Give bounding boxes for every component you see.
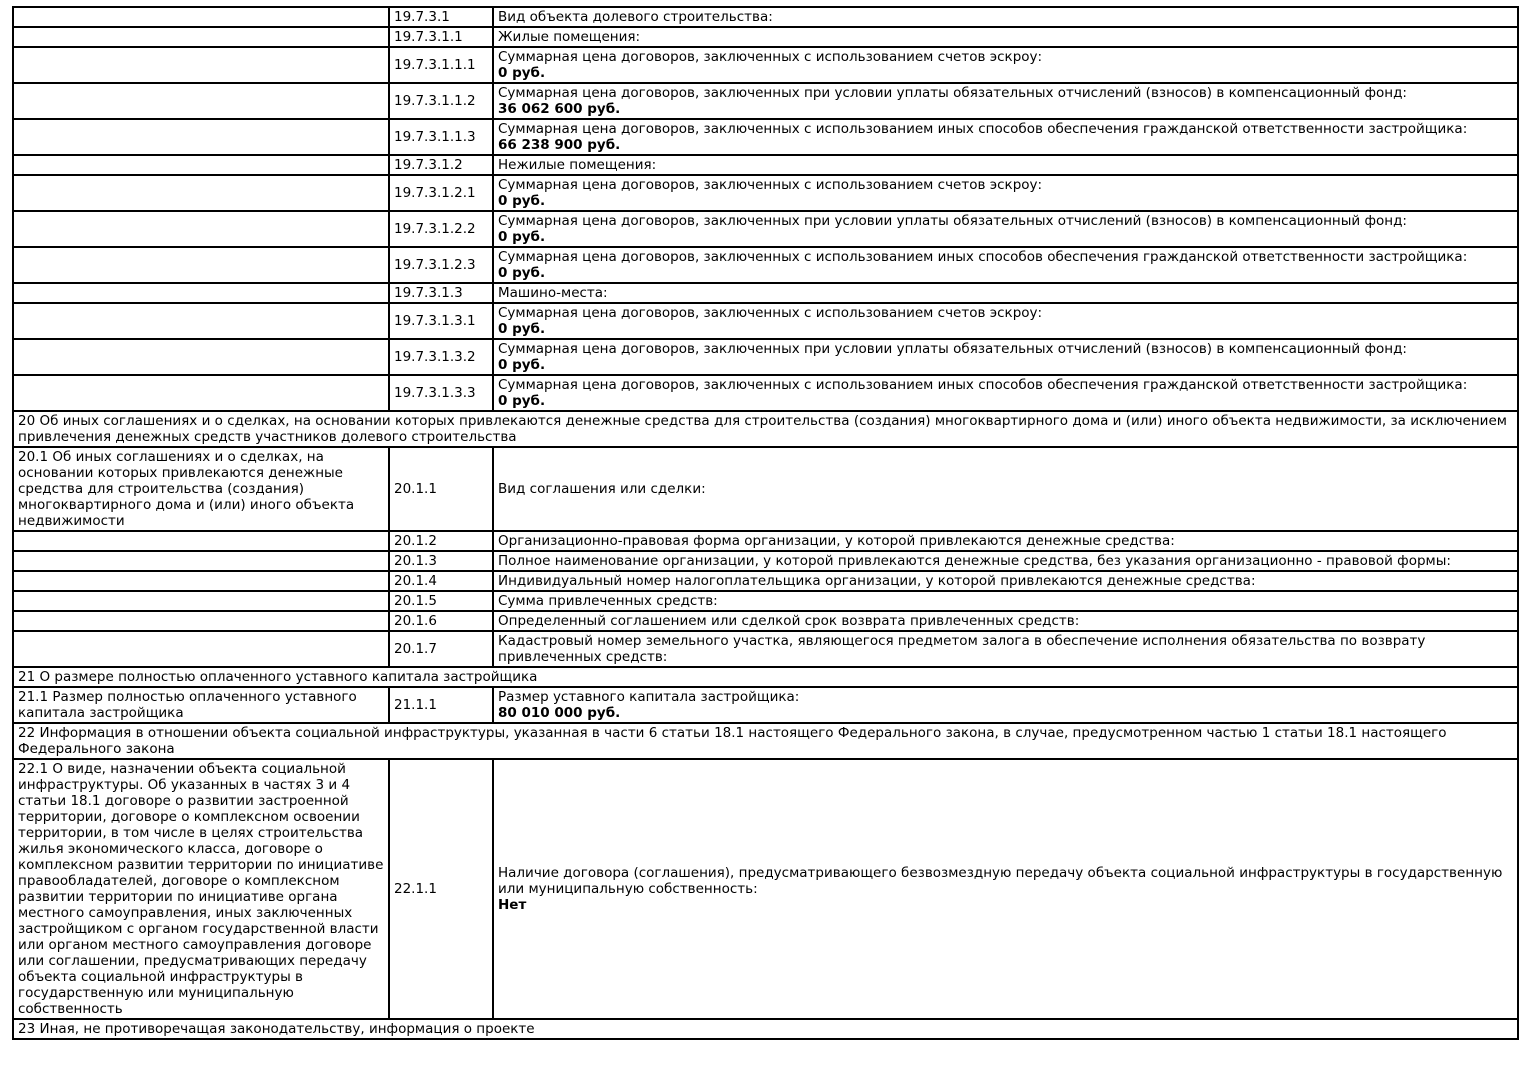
row-description-cell — [13, 303, 389, 339]
row-content-cell — [493, 759, 1518, 1019]
section-header-row — [13, 667, 1518, 687]
row-description-cell — [13, 47, 389, 83]
row-description-cell — [13, 551, 389, 571]
field-label: Сумма привлеченных средств: — [498, 593, 718, 609]
table-row — [13, 591, 1518, 611]
row-code-cell: 20.1.6 — [389, 611, 493, 631]
row-description-cell — [13, 247, 389, 283]
row-code-cell: 20.1.3 — [389, 551, 493, 571]
row-content-cell — [493, 339, 1518, 375]
field-value: 36 062 600 руб. — [498, 101, 621, 117]
row-content-cell — [493, 27, 1518, 47]
row-code-cell: 19.7.3.1.3.3 — [389, 375, 493, 411]
field-value: Нет — [498, 897, 527, 913]
table-row — [13, 531, 1518, 551]
field-label: Суммарная цена договоров, заключенных при условии уплаты обязательных отчислений (взносов) в компенсационный фонд: — [498, 213, 1407, 229]
section-header-row — [13, 1019, 1518, 1039]
row-description-cell — [13, 211, 389, 247]
row-description-cell — [13, 83, 389, 119]
row-description-cell: 22.1 О виде, назначении объекта социальной инфраструктуры. Об указанных в частях 3 и 4 статьи 18.1 договоре о развитии застроенной территории, договоре о комплексном освоении территории, в том числе в целях строительства жилья экономического класса, договоре о комплексном развитии территории по инициативе правообладателей, договоре о комплексном развитии территории по инициативе органа местного самоуправления, иных заключенных застройщиком с органом государственной власти или органом местного самоуправления договоре или соглашении, предусматривающих передачу объекта социальной инфраструктуры в государственную или муниципальную собственность — [13, 759, 389, 1019]
row-code-cell: 20.1.2 — [389, 531, 493, 551]
row-content-cell — [493, 155, 1518, 175]
row-content-cell — [493, 591, 1518, 611]
field-label: Вид объекта долевого строительства: — [498, 9, 773, 25]
table-row — [13, 375, 1518, 411]
row-description-cell — [13, 27, 389, 47]
table-row — [13, 611, 1518, 631]
field-label: Наличие договора (соглашения), предусматривающего безвозмездную передачу объекта социальной инфраструктуры в государственную или муниципальную собственность: — [498, 865, 1503, 897]
project-declaration-table — [12, 6, 1519, 1040]
row-content-cell — [493, 531, 1518, 551]
row-code-cell: 19.7.3.1.3.2 — [389, 339, 493, 375]
row-content-cell — [493, 571, 1518, 591]
row-content-cell — [493, 631, 1518, 667]
field-label: Определенный соглашением или сделкой срок возврата привлеченных средств: — [498, 613, 1080, 629]
section-header-cell: 20 Об иных соглашениях и о сделках, на основании которых привлекаются денежные средства для строительства (создания) многоквартирного дома и (или) иного объекта недвижимости, за исключением привлечения денежных средств участников долевого строительства — [13, 411, 1518, 447]
row-content-cell — [493, 447, 1518, 531]
field-label: Полное наименование организации, у которой привлекаются денежные средства, без указания организационно - правовой формы: — [498, 553, 1451, 569]
row-content-cell — [493, 303, 1518, 339]
section-header-cell: 22 Информация в отношении объекта социальной инфраструктуры, указанная в части 6 статьи 18.1 настоящего Федерального закона, в случае, предусмотренном частью 1 статьи 18.1 настоящего Федерального закона — [13, 723, 1518, 759]
row-code-cell: 19.7.3.1.3.1 — [389, 303, 493, 339]
table-row — [13, 759, 1518, 1019]
row-description-cell — [13, 611, 389, 631]
section-header-cell: 21 О размере полностью оплаченного уставного капитала застройщика — [13, 667, 1518, 687]
row-content-cell — [493, 119, 1518, 155]
table-row — [13, 155, 1518, 175]
row-description-cell: 20.1 Об иных соглашениях и о сделках, на основании которых привлекаются денежные средства для строительства (создания) многоквартирного дома и (или) иного объекта недвижимости — [13, 447, 389, 531]
section-header-cell: 23 Иная, не противоречащая законодательству, информация о проекте — [13, 1019, 1518, 1039]
field-value: 0 руб. — [498, 357, 546, 373]
row-content-cell — [493, 211, 1518, 247]
table-row — [13, 83, 1518, 119]
field-label: Вид соглашения или сделки: — [498, 481, 706, 497]
table-row — [13, 631, 1518, 667]
row-description-cell — [13, 531, 389, 551]
field-value: 0 руб. — [498, 321, 546, 337]
row-code-cell: 19.7.3.1.1.3 — [389, 119, 493, 155]
row-content-cell — [493, 7, 1518, 27]
row-code-cell: 19.7.3.1.2.3 — [389, 247, 493, 283]
row-description-cell — [13, 571, 389, 591]
row-content-cell — [493, 283, 1518, 303]
field-label: Размер уставного капитала застройщика: — [498, 689, 800, 705]
field-value: 0 руб. — [498, 229, 546, 245]
table-row — [13, 283, 1518, 303]
row-code-cell: 19.7.3.1.2.2 — [389, 211, 493, 247]
table-row — [13, 247, 1518, 283]
table-row — [13, 551, 1518, 571]
section-header-row — [13, 723, 1518, 759]
section-header-row — [13, 411, 1518, 447]
row-code-cell: 19.7.3.1.1.2 — [389, 83, 493, 119]
row-description-cell — [13, 339, 389, 375]
row-description-cell — [13, 631, 389, 667]
row-description-cell — [13, 7, 389, 27]
table-row — [13, 339, 1518, 375]
field-value: 80 010 000 руб. — [498, 705, 621, 721]
field-value: 0 руб. — [498, 65, 546, 81]
field-label: Кадастровый номер земельного участка, являющегося предметом залога в обеспечение исполнения обязательства по возврату привлеченных средств: — [498, 633, 1426, 665]
row-description-cell — [13, 119, 389, 155]
field-label: Организационно-правовая форма организации, у которой привлекаются денежные средства: — [498, 533, 1175, 549]
row-content-cell — [493, 175, 1518, 211]
row-description-cell — [13, 375, 389, 411]
declaration-table-body — [13, 7, 1518, 1039]
field-label: Суммарная цена договоров, заключенных с использованием счетов эскроу: — [498, 49, 1043, 65]
field-label: Суммарная цена договоров, заключенных при условии уплаты обязательных отчислений (взносов) в компенсационный фонд: — [498, 85, 1407, 101]
field-label: Суммарная цена договоров, заключенных с использованием счетов эскроу: — [498, 177, 1043, 193]
table-row — [13, 447, 1518, 531]
field-label: Суммарная цена договоров, заключенных с использованием счетов эскроу: — [498, 305, 1043, 321]
table-row — [13, 119, 1518, 155]
field-label: Суммарная цена договоров, заключенных с использованием иных способов обеспечения гражданской ответственности застройщика: — [498, 377, 1468, 393]
row-content-cell — [493, 687, 1518, 723]
row-code-cell: 19.7.3.1.2 — [389, 155, 493, 175]
table-row — [13, 27, 1518, 47]
row-description-cell: 21.1 Размер полностью оплаченного уставного капитала застройщика — [13, 687, 389, 723]
row-content-cell — [493, 247, 1518, 283]
row-content-cell — [493, 83, 1518, 119]
field-label: Жилые помещения: — [498, 29, 641, 45]
row-code-cell: 20.1.1 — [389, 447, 493, 531]
field-label: Суммарная цена договоров, заключенных с использованием иных способов обеспечения гражданской ответственности застройщика: — [498, 121, 1468, 137]
field-value: 0 руб. — [498, 265, 546, 281]
row-code-cell: 20.1.4 — [389, 571, 493, 591]
row-code-cell: 19.7.3.1.1 — [389, 27, 493, 47]
row-content-cell — [493, 375, 1518, 411]
field-label: Суммарная цена договоров, заключенных при условии уплаты обязательных отчислений (взносов) в компенсационный фонд: — [498, 341, 1407, 357]
row-code-cell: 20.1.7 — [389, 631, 493, 667]
field-label: Машино-места: — [498, 285, 608, 301]
table-row — [13, 303, 1518, 339]
row-code-cell: 21.1.1 — [389, 687, 493, 723]
row-content-cell — [493, 611, 1518, 631]
row-description-cell — [13, 283, 389, 303]
row-description-cell — [13, 591, 389, 611]
row-description-cell — [13, 175, 389, 211]
field-label: Суммарная цена договоров, заключенных с использованием иных способов обеспечения гражданской ответственности застройщика: — [498, 249, 1468, 265]
table-row — [13, 571, 1518, 591]
field-label: Нежилые помещения: — [498, 157, 657, 173]
row-code-cell: 19.7.3.1.3 — [389, 283, 493, 303]
field-label: Индивидуальный номер налогоплательщика организации, у которой привлекаются денежные средства: — [498, 573, 1256, 589]
table-row — [13, 175, 1518, 211]
row-description-cell — [13, 155, 389, 175]
row-code-cell: 19.7.3.1.1.1 — [389, 47, 493, 83]
row-code-cell: 19.7.3.1 — [389, 7, 493, 27]
table-row — [13, 47, 1518, 83]
row-code-cell: 19.7.3.1.2.1 — [389, 175, 493, 211]
row-content-cell — [493, 551, 1518, 571]
table-row — [13, 7, 1518, 27]
row-content-cell — [493, 47, 1518, 83]
table-row — [13, 687, 1518, 723]
row-code-cell: 22.1.1 — [389, 759, 493, 1019]
field-value: 0 руб. — [498, 193, 546, 209]
table-row — [13, 211, 1518, 247]
row-code-cell: 20.1.5 — [389, 591, 493, 611]
field-value: 0 руб. — [498, 393, 546, 409]
field-value: 66 238 900 руб. — [498, 137, 621, 153]
